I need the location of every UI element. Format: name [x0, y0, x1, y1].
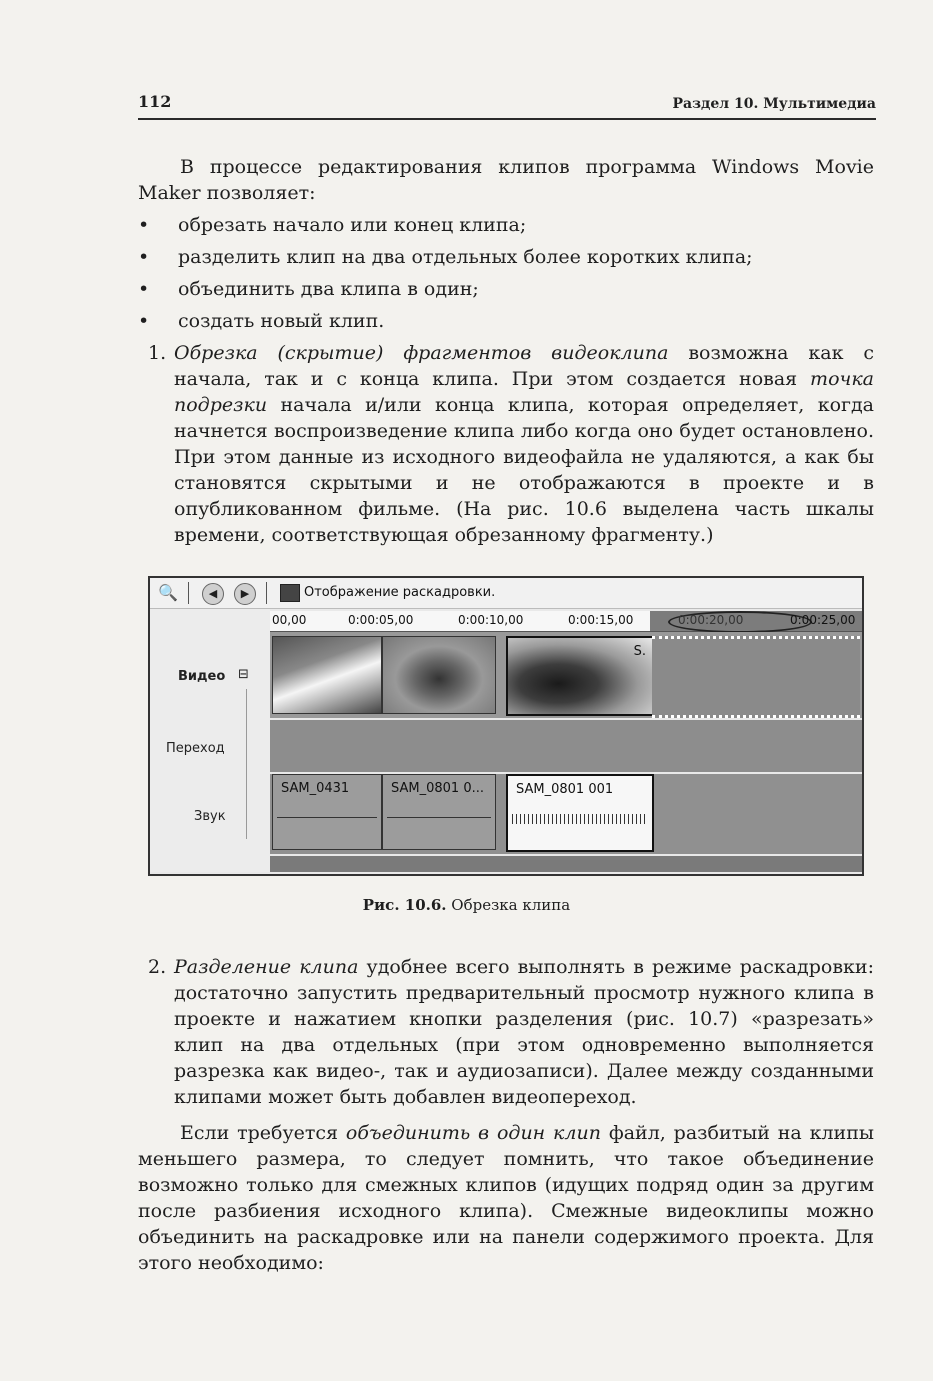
caption-text: Обрезка клипа — [446, 896, 571, 914]
track-labels — [150, 609, 270, 872]
term-merge: объединить в один клип — [345, 1122, 601, 1144]
term-trimming: Обрезка (скрытие) фрагментов видеоклипа — [174, 342, 669, 364]
audio-clip-label: SAM_0431 — [281, 781, 350, 796]
trimmed-region — [652, 636, 860, 718]
paragraph-text: Если требуется — [180, 1122, 346, 1144]
toolbar-divider — [188, 582, 189, 604]
video-clip[interactable] — [382, 636, 496, 714]
ruler-tick-label: 00,00 — [272, 613, 307, 627]
rewind-icon[interactable]: ◀ — [202, 583, 224, 605]
item-text: начала и/или конца клипа, которая определяет, когда начнется воспроизведение клипа либо когда оно будет остановлено. При этом данные из исходного видеофайла не удаляются, а как бы становятся скрытыми и не отображаются в проекте и в опубликованном фильме. (На рис. 10.6 выделена часть шкалы времени, соответствующая обрезанному фрагменту.) — [174, 394, 874, 546]
item-number: 2. — [148, 956, 167, 978]
ruler-tick-label: 0:00:25,00 — [790, 613, 856, 627]
ruler-tick-label: 0:00:05,00 — [348, 613, 414, 627]
bullet-item — [138, 212, 874, 238]
audio-track-label: Звук — [194, 809, 226, 824]
bullet-text: объединить два клипа в один; — [178, 278, 479, 300]
toolbar-divider — [266, 582, 267, 604]
video-track-label: Видео — [178, 669, 226, 684]
term-trim-point: точка подрезки — [174, 368, 874, 416]
storyboard-view-label[interactable]: Отображение раскадровки. — [304, 585, 496, 600]
audio-clip[interactable] — [272, 774, 382, 850]
bullet-item — [138, 244, 874, 270]
page-header — [138, 92, 876, 120]
timeline-scrollbar[interactable] — [270, 856, 862, 872]
transition-track[interactable] — [270, 720, 862, 772]
bullet-icon: • — [138, 214, 150, 236]
video-track — [270, 632, 862, 718]
bullet-icon: • — [138, 278, 150, 300]
video-clip[interactable] — [272, 636, 382, 714]
ruler-tick-label: 0:00:20,00 — [678, 613, 744, 627]
bullet-icon: • — [138, 310, 150, 332]
bullet-text: разделить клип на два отдельных более коротких клипа; — [178, 246, 753, 268]
time-ruler[interactable] — [270, 611, 862, 632]
bullet-item — [138, 308, 874, 334]
waveform — [387, 817, 491, 818]
bullet-icon: • — [138, 246, 150, 268]
item-text: возможна как с начала, так и с конца клипа. При этом создается новая — [174, 342, 874, 390]
lower-block — [138, 954, 874, 1276]
waveform — [512, 814, 648, 824]
paragraph-text: файл, разбитый на клипы меньшего размера, то следует помнить, что такое объединение возможно только для смежных клипов (идущих подряд один за другим после разбиения исходного клипа). Смежные видеоклипы можно объединить на раскадровке или на панели содержимого проекта. Для этого необходимо: — [138, 1122, 874, 1274]
audio-clip-selected[interactable] — [506, 774, 654, 852]
audio-clip-label: SAM_0801 001 — [516, 782, 614, 797]
caption-label: Рис. 10.6. — [362, 896, 447, 914]
transition-track-label: Переход — [166, 741, 225, 756]
timeline-toolbar — [150, 578, 862, 609]
audio-track — [270, 774, 862, 854]
numbered-item-2 — [138, 954, 874, 1110]
ruler-tick-label: 0:00:10,00 — [458, 613, 524, 627]
video-clip-selected[interactable] — [506, 636, 654, 716]
numbered-item-1 — [138, 340, 874, 548]
waveform — [277, 817, 377, 818]
figure-caption — [0, 896, 933, 914]
bullet-text: создать новый клип. — [178, 310, 385, 332]
audio-clip-label: SAM_0801 0... — [391, 781, 484, 796]
track-tree-line — [246, 689, 247, 839]
audio-clip[interactable] — [382, 774, 496, 850]
item-text: удобнее всего выполнять в режиме раскадровки: достаточно запустить предварительный просмотр нужного клипа в проекте и нажатием кнопки разделения (рис. 10.7) «разрезать» клип на два отдельных (при этом одновременно выполняется разрезка как видео-, так и аудиозаписи). Далее между созданными клипами может быть добавлен видеопереход. — [174, 956, 874, 1108]
page-number: 112 — [138, 92, 172, 111]
storyboard-view-icon[interactable] — [280, 584, 300, 602]
clip-marker: S. — [633, 644, 646, 659]
closing-paragraph — [138, 1120, 874, 1276]
item-number: 1. — [148, 342, 167, 364]
intro-block — [138, 154, 874, 548]
play-icon[interactable]: ▶ — [234, 583, 256, 605]
bullet-item — [138, 276, 874, 302]
ruler-tick-label: 0:00:15,00 — [568, 613, 634, 627]
term-splitting: Разделение клипа — [174, 956, 359, 978]
bullet-list — [138, 212, 874, 334]
running-head: Раздел 10. Мультимедиа — [672, 96, 876, 112]
zoom-icon[interactable]: 🔍 — [158, 583, 178, 602]
collapse-icon[interactable]: ⊟ — [238, 667, 249, 682]
intro-paragraph: В процессе редактирования клипов программа Windows Movie Maker позволяет: — [138, 156, 874, 204]
timeline-screenshot — [148, 576, 864, 876]
bullet-text: обрезать начало или конец клипа; — [178, 214, 527, 236]
